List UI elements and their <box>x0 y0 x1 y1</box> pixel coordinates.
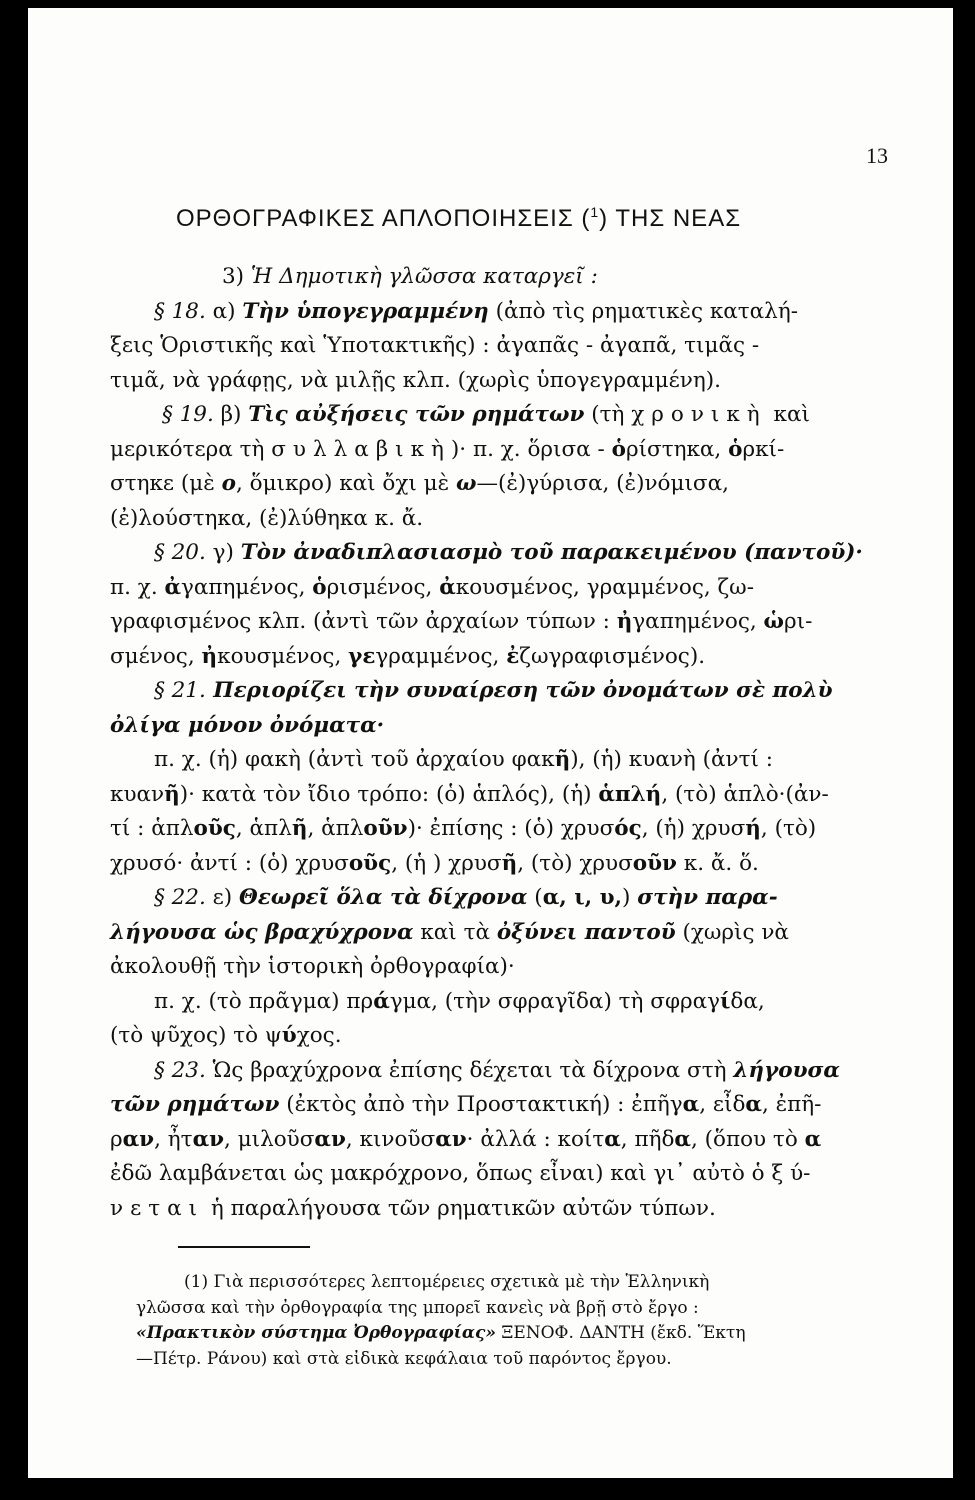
body-text <box>110 260 895 1226</box>
text-line: κυανῆ)· κατὰ τὸν ἴδιο τρόπο: (ὁ) ἁπλός), (ἡ) ἁπλή, (τὸ) ἁπλὸ·(ἀν- <box>110 781 829 807</box>
footnote-marker: 1 <box>590 204 600 220</box>
section-number: § 21. <box>154 678 206 703</box>
section-number: § 20. <box>154 540 206 565</box>
paragraph-21: § 21. Περιορίζει τὴν συναίρεση τῶν ὀνομάτων σὲ πολὺ <box>154 678 833 703</box>
section-number: § 23. <box>154 1057 206 1083</box>
book-page <box>28 8 953 1478</box>
footnote <box>136 1270 894 1372</box>
paragraph-23: § 23. Ὡς βραχύχρονα ἐπίσης δέχεται τὰ δίχρονα στὴ λήγουσα <box>154 1057 840 1083</box>
text-line: ὀλίγα μόνον ὀνόματα· <box>110 712 385 738</box>
text-line: π. χ. (τὸ πρᾶγμα) πράγμα, (τὴν σφραγῖδα) τὴ σφραγίδα, <box>154 988 765 1014</box>
page-number: 13 <box>866 143 888 168</box>
text-line: ἐδῶ λαμβάνεται ὡς μακρόχρονο, ὅπως εἶναι) καὶ γι᾽ αὐτὸ ὁ ξ ύ- <box>110 1161 811 1186</box>
section-number: § 19. <box>162 402 214 427</box>
footnote-line: γλῶσσα καὶ τὴν ὀρθογραφία της μπορεῖ κανεὶς νὰ βρῇ στὸ ἔργο : <box>136 1297 699 1318</box>
text-line: (τὸ ψῦχος) τὸ ψύχος. <box>110 1023 342 1048</box>
text-line: ξεις Ὁριστικῆς καὶ Ὑποτακτικῆς) : ἀγαπᾶς - ἀγαπᾶ, τιμᾶς - <box>110 333 760 358</box>
paragraph-19: § 19. β) Τὶς αὐξήσεις τῶν ρημάτων (τὴ χρονικὴ καὶ <box>162 402 810 427</box>
text-line: π. χ. (ἡ) φακὴ (ἀντὶ τοῦ ἀρχαίου φακῆ), (ἡ) κυανὴ (ἀντί : <box>154 747 773 772</box>
paragraph-20: § 20. γ) Τὸν ἀναδιπλασιασμὸ τοῦ παρακειμένου (παντοῦ)· <box>154 540 863 565</box>
footnote-line: —Πέτρ. Ράνου) καὶ στὰ εἰδικὰ κεφάλαια τοῦ παρόντος ἔργου. <box>136 1348 672 1369</box>
text-line: ραν, ἦταν, μιλοῦσαν, κινοῦσαν· ἀλλά : κοίτα, πῆδα, (ὅπου τὸ α <box>110 1126 822 1152</box>
text-line: ἀκολουθῇ τὴν ἱστορικὴ ὀρθογραφία)· <box>110 954 515 979</box>
text-line: σμένος, ἠκουσμένος, γεγραμμένος, ἐζωγραφισμένος). <box>110 643 706 669</box>
chapter-title: ΟΡΘΟΓΡΑΦΙΚΕΣ ΑΠΛΟΠΟΙΗΣΕΙΣ ($^1$) ΤΗΣ ΝΕΑΣ <box>176 204 742 232</box>
text-line: χρυσό· ἀντί : (ὁ) χρυσοῦς, (ἡ ) χρυσῆ, (τὸ) χρυσοῦν κ. ἄ. ὅ. <box>110 850 759 876</box>
text-line: τῶν ρημάτων (ἐκτὸς ἀπὸ τὴν Προστακτική) : ἐπῆγα, εἶδα, ἐπῆ- <box>110 1092 822 1117</box>
text-line: στηκε (μὲ ο, ὅμικρο) καὶ ὄχι μὲ ω—(ἐ)γύρισα, (ἐ)νόμισα, <box>110 471 729 496</box>
paragraph-18: § 18. α) Τὴν ὑπογεγραμμένη (ἀπὸ τὶς ρηματικὲς καταλή- <box>154 298 798 324</box>
text-line: τιμᾶ, νὰ γράφῃς, νὰ μιλῇς κλπ. (χωρὶς ὑπογεγραμμένη). <box>110 367 721 393</box>
section-number: § 22. <box>154 885 206 910</box>
text-line: (ἐ)λούστηκα, (ἐ)λύθηκα κ. ἄ. <box>110 505 424 531</box>
text-line: π. χ. ἀγαπημένος, ὁρισμένος, ἀκουσμένος, γραμμένος, ζω- <box>110 574 754 600</box>
footnote-divider <box>178 1246 310 1248</box>
footnote-line: «Πρακτικὸν σύστημα Ὀρθογραφίας» ΞΕΝΟΦ. ΔΑΝΤΗ (ἔκδ. Ἕκτη <box>136 1323 746 1343</box>
section-heading: 3) Ἡ Δημοτικὴ γλῶσσα καταργεῖ : <box>222 264 598 289</box>
section-number: § 18. <box>154 298 206 324</box>
footnote-line: (1) Γιὰ περισσότερες λεπτομέρειες σχετικὰ μὲ τὴν Ἑλληνικὴ <box>184 1272 710 1292</box>
paragraph-22: § 22. ε) Θεωρεῖ ὅλα τὰ δίχρονα (α, ι, υ,) στὴν παρα- <box>154 885 778 910</box>
text-line: λήγουσα ὡς βραχύχρονα καὶ τὰ ὀξύνει παντοῦ (χωρὶς νὰ <box>110 919 789 945</box>
text-line: νεται ἡ παραλήγουσα τῶν ρηματικῶν αὐτῶν τύπων. <box>110 1195 716 1221</box>
text-line: τί : ἁπλοῦς, ἁπλῆ, ἁπλοῦν)· ἐπίσης : (ὁ) χρυσός, (ἡ) χρυσή, (τὸ) <box>110 816 817 841</box>
text-line: μερικότερα τὴ συλλαβικὴ)· π. χ. ὅρισα - ὁρίστηκα, ὁρκί- <box>110 436 785 462</box>
text-line: γραφισμένος κλπ. (ἀντὶ τῶν ἀρχαίων τύπων : ἠγαπημένος, ὡρι- <box>110 609 813 634</box>
